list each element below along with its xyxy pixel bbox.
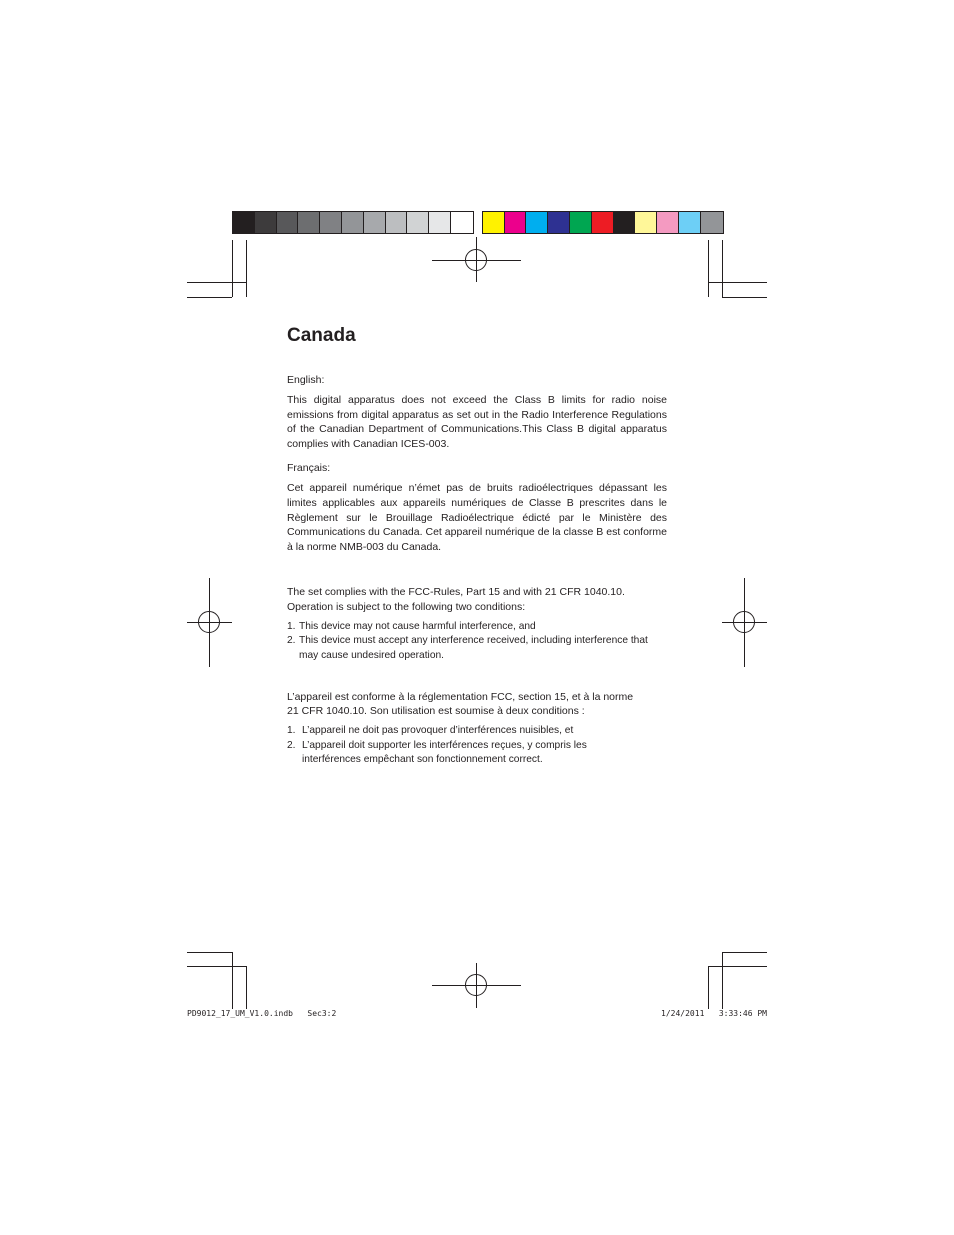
gray-swatch-11 <box>451 212 473 233</box>
gray-swatch-1 <box>233 212 255 233</box>
list-item <box>287 724 667 739</box>
fcc-french-conditions <box>287 724 667 768</box>
french-label: Français: <box>287 462 331 475</box>
english-paragraph: This digital apparatus does not exceed the Class B limits for radio noise emissions from digital apparatus as set out in the Radio Interference Regulations of the Canadian Department of Communications.This Class B digital apparatus complies with Canadian ICES-003. <box>287 394 667 450</box>
gray-swatch-7 <box>364 212 386 233</box>
fcc-french-heading-line1: L’appareil est conforme à la réglementation FCC, section 15, et à la norme <box>287 690 634 703</box>
list-item <box>287 634 659 663</box>
fcc-french-heading <box>287 690 667 718</box>
gray-swatch-5 <box>320 212 342 233</box>
list-item-text: L’appareil ne doit pas provoquer d’interférences nuisibles, et <box>302 724 574 736</box>
fcc-english-heading-line1: The set complies with the FCC-Rules, Part 15 and with 21 CFR 1040.10. <box>287 586 625 599</box>
fcc-english-heading <box>287 585 667 613</box>
list-item-number: 2. <box>287 739 296 751</box>
list-item-number: 1. <box>287 724 296 736</box>
english-label: English: <box>287 374 325 386</box>
process-color-swatches <box>482 211 724 234</box>
list-item <box>287 739 622 768</box>
gray-swatch-10 <box>429 212 451 233</box>
gray-swatch-2 <box>255 212 277 233</box>
gray-swatch-4 <box>298 212 320 233</box>
document-body <box>287 322 667 768</box>
process-swatch-3 <box>526 212 548 233</box>
process-swatch-11 <box>701 212 723 233</box>
process-swatch-8 <box>635 212 657 233</box>
color-calibration-bar <box>232 211 724 234</box>
list-item-number: 2. <box>287 635 296 647</box>
fcc-french-heading-line2: 21 CFR 1040.10. Son utilisation est soumise à deux conditions : <box>287 704 585 717</box>
list-item <box>287 620 667 635</box>
fcc-english-heading-line2: Operation is subject to the following two conditions: <box>287 600 526 613</box>
gray-swatch-8 <box>386 212 408 233</box>
process-swatch-7 <box>614 212 636 233</box>
process-swatch-9 <box>657 212 679 233</box>
process-swatch-5 <box>570 212 592 233</box>
list-item-text: L’appareil doit supporter les interférences reçues, y compris les interférences empêchant son fonctionnement correct. <box>302 739 587 766</box>
grayscale-swatches <box>232 211 474 234</box>
list-item-number: 1. <box>287 620 296 632</box>
page-title: Canada <box>287 325 356 346</box>
process-swatch-10 <box>679 212 701 233</box>
process-swatch-1 <box>483 212 505 233</box>
process-swatch-4 <box>548 212 570 233</box>
gray-swatch-3 <box>277 212 299 233</box>
fcc-english-conditions <box>287 620 667 664</box>
process-swatch-6 <box>592 212 614 233</box>
list-item-text: This device may not cause harmful interference, and <box>299 620 536 632</box>
gray-swatch-6 <box>342 212 364 233</box>
process-swatch-2 <box>505 212 527 233</box>
french-paragraph: Cet appareil numérique n’émet pas de bruits radioélectriques dépassant les limites applicables aux appareils numériques de Classe B prescrites dans le Règlement sur le Brouillage Radioélectrique édicté par le Ministère des Communications du Canada. Cet appareil numérique de la classe B est conforme à la norme NMB-003 du Canada. <box>287 482 667 553</box>
slug-timestamp: 1/24/2011 3:33:46 PM <box>661 1009 767 1018</box>
list-item-text: This device must accept any interference received, including interference that may cause undesired operation. <box>299 635 648 661</box>
slug-file-info: PD9012_17_UM_V1.0.indb Sec3:2 <box>187 1009 337 1018</box>
gray-swatch-9 <box>407 212 429 233</box>
